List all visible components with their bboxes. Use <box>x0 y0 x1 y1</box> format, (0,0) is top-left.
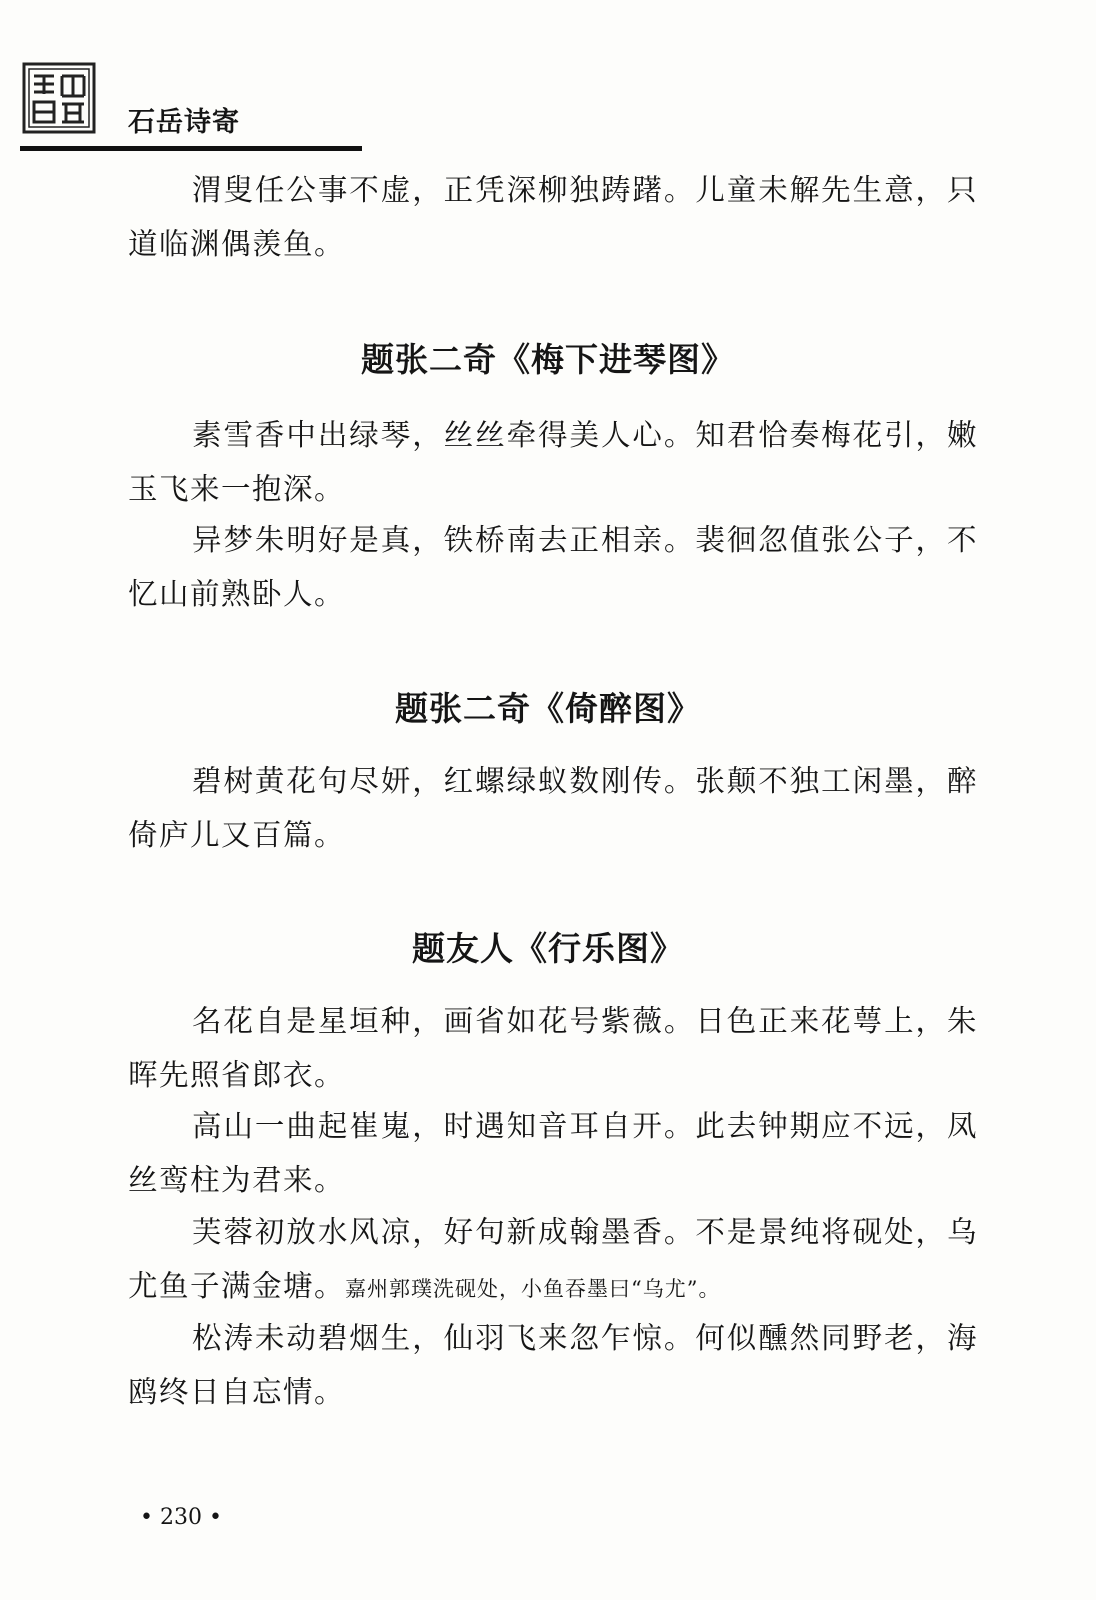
page-number: • 230 • <box>140 1505 222 1530</box>
poem-paragraph <box>128 1205 978 1316</box>
poem-text: 素雪香中出绿琴，丝丝牵得美人心。知君恰奏梅花引，嫩玉飞来一抱深。 <box>128 418 978 506</box>
running-title: 石岳诗寄 <box>128 107 240 138</box>
poem-text: 高山一曲起崔嵬，时遇知音耳自开。此去钟期应不远，凤丝鸾柱为君来。 <box>128 1109 978 1197</box>
poem-text: 异梦朱明好是真，铁桥南去正相亲。裴徊忽值张公子，不忆山前熟卧人。 <box>128 523 978 611</box>
poem-text: 芙蓉初放水风凉，好句新成翰墨香。不是景纯将砚处，乌尤鱼子满金塘。 <box>128 1215 978 1303</box>
poem-text: 碧树黄花句尽妍，红螺绿蚁数刚传。张颠不独工闲墨，醉倚庐儿又百篇。 <box>128 764 978 852</box>
poem-paragraph <box>128 408 978 516</box>
poem-paragraph <box>128 1099 978 1207</box>
poem-title: 题友人《行乐图》 <box>412 929 684 968</box>
header-rule <box>20 146 362 151</box>
poem-paragraph <box>128 1311 978 1419</box>
poem-paragraph <box>128 163 978 271</box>
poem-text: 名花自是星垣种，画省如花号紫薇。日色正来花萼上，朱晖先照省郎衣。 <box>128 1004 978 1092</box>
poem-paragraph <box>128 513 978 621</box>
poem-text: 松涛未动碧烟生，仙羽飞来忽乍惊。何似醺然同野老，海鸥终日自忘情。 <box>128 1321 978 1409</box>
poem-paragraph <box>128 754 978 862</box>
poem-paragraph <box>128 994 978 1102</box>
seal-stamp-icon <box>22 62 96 134</box>
annotation-note: 嘉州郭璞洗砚处，小鱼吞墨曰“乌尤”。 <box>345 1277 721 1301</box>
poem-text: 渭叟任公事不虚，正凭深柳独踌躇。儿童未解先生意，只道临渊偶羡鱼。 <box>128 173 978 261</box>
poem-title: 题张二奇《梅下进琴图》 <box>361 340 735 379</box>
poem-title: 题张二奇《倚醉图》 <box>395 689 701 728</box>
